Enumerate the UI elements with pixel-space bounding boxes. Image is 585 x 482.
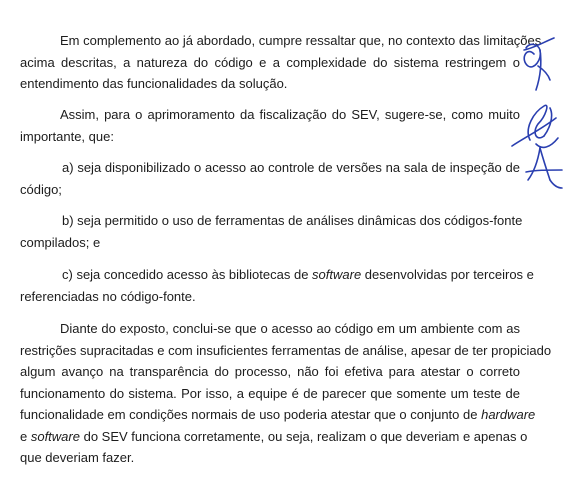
- signature-3-icon: [526, 148, 562, 188]
- text-line: compilados; e: [20, 234, 101, 250]
- text-line: Assim, para o aprimoramento da fiscalização do SEV, sugere-se, como muito: [60, 107, 520, 122]
- text-line: funcionalidade em condições normais de uso poderia atestar que o conjunto de hardware: [20, 407, 536, 422]
- text-line: c) seja concedido acesso às bibliotecas de software desenvolvidas por terceiros e: [62, 267, 534, 282]
- suggestion-item-b: [20, 210, 523, 253]
- text-line: b) seja permitido o uso de ferramentas de análises dinâmicas dos códigos-fonte: [62, 213, 523, 228]
- signature-1-icon: [524, 38, 554, 90]
- text-line: que deveriam fazer.: [20, 450, 135, 465]
- suggestion-item-a: [20, 157, 520, 200]
- text-line: Diante do exposto, conclui-se que o acesso ao código em um ambiente com as: [60, 321, 520, 336]
- suggestion-item-c: [20, 264, 534, 307]
- text-line: Em complemento ao já abordado, cumpre ressaltar que, no contexto das limitações: [60, 33, 542, 48]
- text-line: algum avanço na transparência do processo, não foi efetiva para atestar o correto: [20, 364, 520, 379]
- paragraph-conclusion: [20, 318, 552, 469]
- paragraph-complemento: [20, 30, 542, 95]
- text-line: entendimento das funcionalidades da solução.: [20, 76, 288, 91]
- signatures: [500, 20, 580, 210]
- text-line: a) seja disponibilizado o acesso ao controle de versões na sala de inspeção de: [62, 160, 520, 175]
- text-line: restrições supracitadas e com insuficientes ferramentas de análise, apesar de ter propiciado: [20, 342, 552, 358]
- italic-term: software: [312, 267, 362, 282]
- italic-term: hardware: [481, 407, 536, 422]
- paragraph-aprimoramento: [20, 104, 520, 147]
- text-line: funcionamento do sistema. Por isso, a equipe é de parecer que somente um teste de: [20, 385, 520, 401]
- text-line: referenciadas no código-fonte.: [20, 288, 196, 304]
- text-line: acima descritas, a natureza do código e a complexidade do sistema restringem o: [20, 54, 520, 70]
- text-line: código;: [20, 181, 62, 197]
- italic-term: software: [30, 428, 80, 444]
- text-line: e software do SEV funciona corretamente, ou seja, realizam o que deveriam e apenas o: [20, 428, 528, 444]
- signature-2-icon: [512, 105, 558, 147]
- text-line: importante, que:: [20, 128, 114, 144]
